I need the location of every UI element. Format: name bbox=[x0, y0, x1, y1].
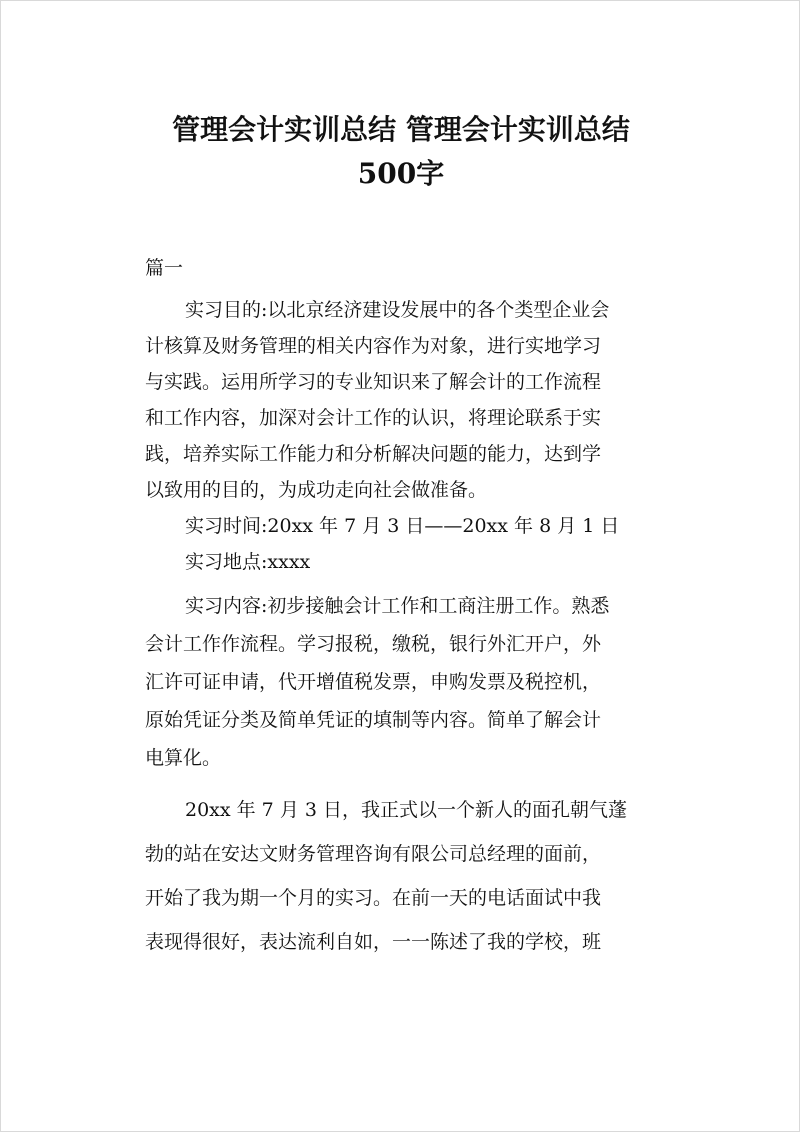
paragraph-line: 计核算及财务管理的相关内容作为对象，进行实地学习 bbox=[145, 335, 602, 357]
paragraph-line: 表现得很好，表达流利自如，一一陈述了我的学校，班 bbox=[145, 931, 602, 953]
paragraph-line: 践，培养实际工作能力和分析解决问题的能力，达到学 bbox=[145, 443, 602, 465]
paragraph-line: 开始了我为期一个月的实习。在前一天的电话面试中我 bbox=[145, 887, 602, 909]
section-heading: 篇一 bbox=[145, 257, 184, 279]
paragraph-line: 实习内容:初步接触会计工作和工商注册工作。熟悉 bbox=[185, 595, 610, 617]
paragraph-line: 实习目的:以北京经济建设发展中的各个类型企业会 bbox=[185, 299, 610, 321]
paragraph-line: 电算化。 bbox=[145, 747, 222, 769]
document-title-line-1: 管理会计实训总结 管理会计实训总结 bbox=[172, 113, 630, 146]
paragraph-line: 勃的站在安达文财务管理咨询有限公司总经理的面前， bbox=[145, 843, 602, 865]
paragraph-line: 和工作内容，加深对会计工作的认识，将理论联系于实 bbox=[145, 407, 602, 429]
paragraph-line: 原始凭证分类及简单凭证的填制等内容。简单了解会计 bbox=[145, 709, 602, 731]
paragraph-line: 汇许可证申请，代开增值税发票，申购发票及税控机， bbox=[145, 671, 602, 693]
paragraph-line: 实习时间:20xx 年 7 月 3 日——20xx 年 8 月 1 日 bbox=[185, 515, 620, 537]
paragraph-line: 与实践。运用所学习的专业知识来了解会计的工作流程 bbox=[145, 371, 602, 393]
document-title-line-2: 500字 bbox=[357, 157, 445, 190]
paragraph-line: 实习地点:xxxx bbox=[185, 551, 311, 573]
paragraph-line: 以致用的目的，为成功走向社会做准备。 bbox=[145, 479, 488, 501]
paragraph-line: 20xx 年 7 月 3 日，我正式以一个新人的面孔朝气蓬 bbox=[185, 799, 627, 821]
paragraph-line: 会计工作作流程。学习报税，缴税，银行外汇开户，外 bbox=[145, 633, 602, 655]
